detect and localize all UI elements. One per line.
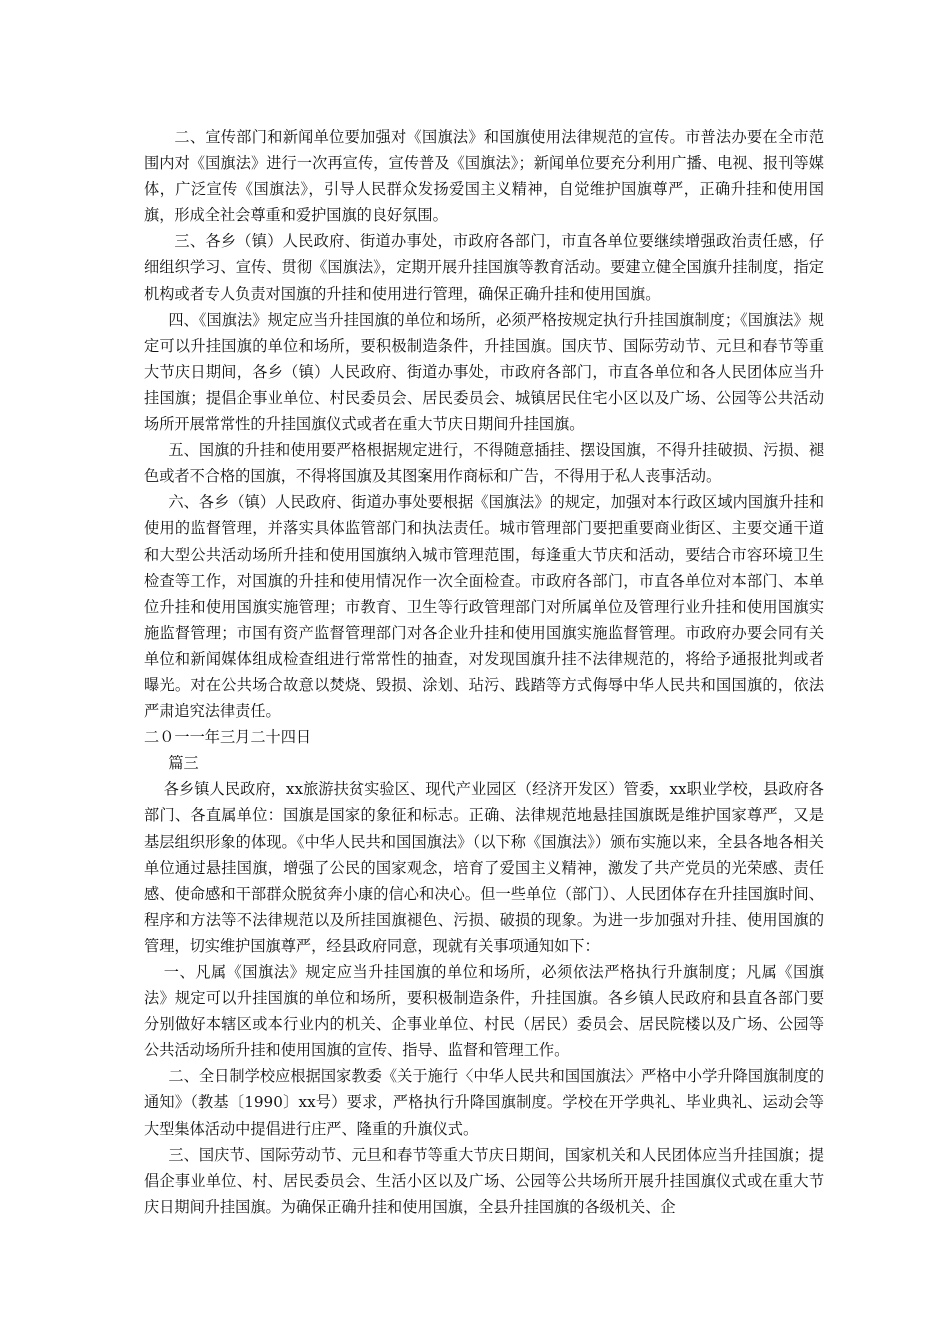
paragraph-5-usage-rules: 五、国旗的升挂和使用要严格根据规定进行，不得随意插挂、摆设国旗，不得升挂破损、污损、褪色或者不合格的国旗，不得将国旗及其图案用作商标和广告，不得用于私人丧事活动。 [144, 441, 824, 486]
paragraph-2-publicity: 二、宣传部门和新闻单位要加强对《国旗法》和国旗使用法律规范的宣传。市普法办要在全市范围内对《国旗法》进行一次再宣传，宣传普及《国旗法》；新闻单位要充分利用广播、电视、报刊等媒体，广泛宣传《国旗法》，引导人民群众发扬爱国主义精神，自觉维护国旗尊严，正确升挂和使用国旗，形成全社会尊重和爱护国旗的良好氛围。 [144, 128, 824, 225]
paragraph-notice-1: 一、凡属《国旗法》规定应当升挂国旗的单位和场所，必须依法严格执行升旗制度；凡属《国旗法》规定可以升挂国旗的单位和场所，要积极制造条件，升挂国旗。各乡镇人民政府和县直各部门要分别做好本辖区或本行业内的机关、企事业单位、村民（居民）委员会、居民院楼以及广场、公园等公共活动场所升挂和使用国旗的宣传、指导、监督和管理工作。 [144, 963, 824, 1060]
paragraph-notice-3: 三、国庆节、国际劳动节、元旦和春节等重大节庆日期间，国家机关和人民团体应当升挂国旗；提倡企事业单位、村、居民委员会、生活小区以及广场、公园等公共场所开展升挂国旗仪式或在重大节庆日期间升挂国旗。为确保正确升挂和使用国旗，全县升挂国旗的各级机关、企 [144, 1145, 824, 1216]
paragraph-notice-2: 二、全日制学校应根据国家教委《关于施行〈中华人民共和国国旗法〉严格中小学升降国旗制度的通知》（教基〔1990〕xx号）要求，严格执行升降国旗制度。学校在开学典礼、毕业典礼、运动会等大型集体活动中提倡进行庄严、隆重的升旗仪式。 [144, 1067, 824, 1138]
paragraph-6-supervision: 六、各乡（镇）人民政府、街道办事处要根据《国旗法》的规定，加强对本行政区域内国旗升挂和使用的监督管理，并落实具体监管部门和执法责任。城市管理部门要把重要商业街区、主要交通干道和大型公共活动场所升挂和使用国旗纳入城市管理范围，每逢重大节庆和活动，要结合市容环境卫生检查等工作，对国旗的升挂和使用情况作一次全面检查。市政府各部门，市直各单位对本部门、本单位升挂和使用国旗实施管理；市教育、卫生等行政管理部门对所属单位及管理行业升挂和使用国旗实施监督管理；市国有资产监督管理部门对各企业升挂和使用国旗实施监督管理。市政府办要会同有关单位和新闻媒体组成检查组进行常常性的抽查，对发现国旗升挂不法律规范的，将给予通报批判或者曝光。对在公共场合故意以焚烧、毁损、涂划、玷污、践踏等方式侮辱中华人民共和国国旗的，依法严肃追究法律责任。 [144, 493, 824, 721]
paragraph-notice-intro: 各乡镇人民政府，xx旅游扶贫实验区、现代产业园区（经济开发区）管委，xx职业学校，县政府各部门、各直属单位：国旗是国家的象征和标志。正确、法律规范地悬挂国旗既是维护国家尊严，又是基层组织形象的体现。《中华人民共和国国旗法》（以下称《国旗法》）颁布实施以来，全县各地各相关单位通过悬挂国旗，增强了公民的国家观念，培育了爱国主义精神，激发了共产党员的光荣感、责任感、使命感和干部群众脱贫奔小康的信心和决心。但一些单位（部门）、人民团体存在升挂国旗时间、程序和方法等不法律规范以及所挂国旗褪色、污损、破损的现象。为进一步加强对升挂、使用国旗的管理，切实维护国旗尊严，经县政府同意，现就有关事项通知如下： [144, 780, 824, 955]
document-body [144, 124, 824, 1220]
section-heading: 篇三 [168, 754, 199, 773]
document-date: 二０一一年三月二十四日 [144, 728, 312, 747]
paragraph-4-flag-raising: 四、《国旗法》规定应当升挂国旗的单位和场所，必须严格按规定执行升挂国旗制度；《国旗法》规定可以升挂国旗的单位和场所，要积极制造条件，升挂国旗。国庆节、国际劳动节、元旦和春节等重大节庆日期间，各乡（镇）人民政府、街道办事处，市政府各部门，市直各单位和各人民团体应当升挂国旗；提倡企事业单位、村民委员会、居民委员会、城镇居民住宅小区以及广场、公园等公共活动场所开展常常性的升挂国旗仪式或者在重大节庆日期间升挂国旗。 [144, 310, 824, 434]
paragraph-3-towns: 三、各乡（镇）人民政府、街道办事处，市政府各部门，市直各单位要继续增强政治责任感，仔细组织学习、宣传、贯彻《国旗法》，定期开展升挂国旗等教育活动。要建立健全国旗升挂制度，指定机构或者专人负责对国旗的升挂和使用进行管理，确保正确升挂和使用国旗。 [144, 232, 824, 303]
